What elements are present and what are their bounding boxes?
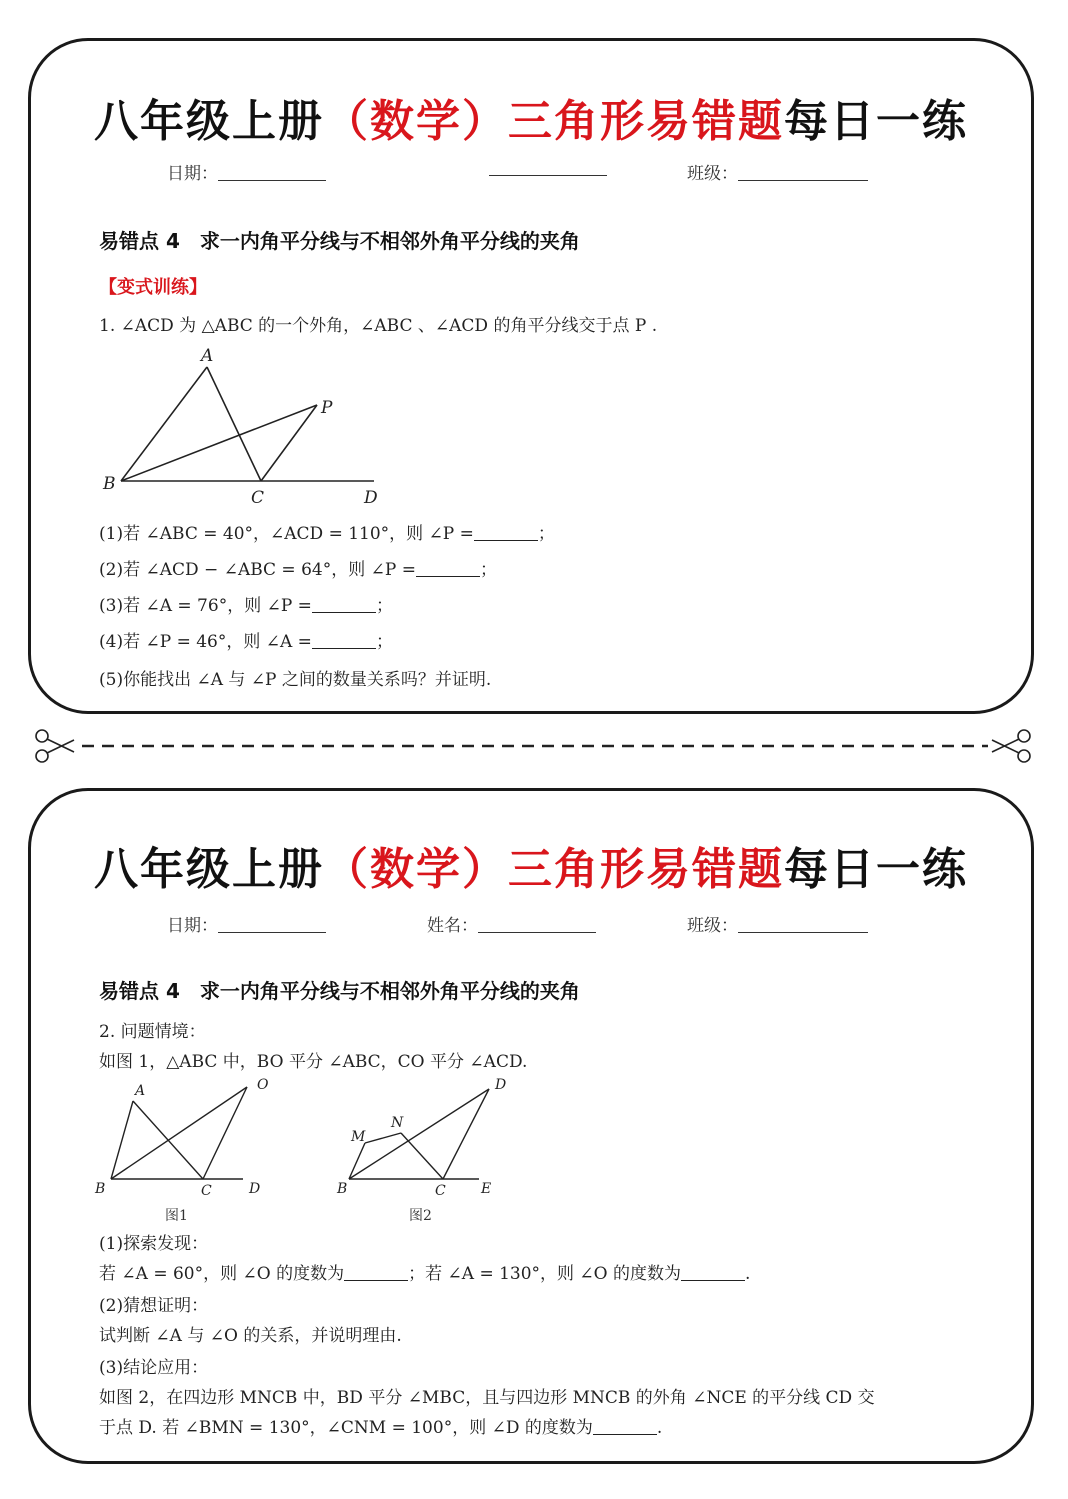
part-3-end: ； <box>375 596 393 616</box>
title-part-2: 每日一练 <box>784 844 968 895</box>
name-label: 姓名： <box>427 916 478 936</box>
scissors-icon <box>992 730 1030 762</box>
part-3-text: (3)若 ∠A = 76°，则 ∠P = <box>99 596 312 616</box>
cut-line <box>30 728 1038 764</box>
segment-NC <box>401 1133 443 1179</box>
label-A: A <box>135 1083 146 1099</box>
date-label: 日期： <box>167 916 218 936</box>
section-heading: 易错点 4 求一内角平分线与不相邻外角平分线的夹角 <box>99 229 580 253</box>
class-field[interactable] <box>687 911 868 936</box>
label-N: N <box>391 1115 404 1131</box>
class-label: 班级： <box>687 164 738 184</box>
name-field[interactable] <box>489 159 607 179</box>
class-blank[interactable] <box>738 180 868 181</box>
variant-training-tag: 【变式训练】 <box>99 277 207 298</box>
worksheet-title <box>31 85 1031 149</box>
part-3-text-line-1: 如图 2，在四边形 MNCB 中，BD 平分 ∠MBC，且与四边形 MNCB 的外角 ∠NCE 的平分线 CD 交 <box>99 1388 875 1408</box>
part-5 <box>99 665 491 690</box>
part-2-text: (2)若 ∠ACD − ∠ABC = 64°，则 ∠P = <box>99 560 416 580</box>
name-blank[interactable] <box>489 175 607 176</box>
name-field[interactable] <box>427 911 596 936</box>
title-part-1: 八年级上册 <box>94 96 324 147</box>
label-M: M <box>351 1129 366 1145</box>
part-1 <box>99 519 555 544</box>
part-2-heading: (2)猜想证明： <box>99 1296 209 1316</box>
figure-2-caption: 图2 <box>409 1208 432 1224</box>
worksheet-card-1 <box>28 38 1034 714</box>
part-1-text-a: 若 ∠A = 60°，则 ∠O 的度数为 <box>99 1264 345 1284</box>
label-B: B <box>95 1181 106 1195</box>
label-D: D <box>249 1181 261 1195</box>
label-C: C <box>201 1183 212 1195</box>
part-2 <box>99 555 497 580</box>
part-1-end: ； <box>537 524 555 544</box>
label-C: C <box>435 1183 446 1195</box>
part-3 <box>99 591 393 616</box>
name-blank[interactable] <box>478 932 596 933</box>
label-C: C <box>251 488 265 508</box>
part-3-end: . <box>656 1418 663 1438</box>
answer-blank[interactable] <box>312 612 376 613</box>
title-part-2: 每日一练 <box>784 96 968 147</box>
answer-blank[interactable] <box>312 648 376 649</box>
part-4 <box>99 627 393 652</box>
answer-blank[interactable] <box>474 540 538 541</box>
part-4-text: (4)若 ∠P = 46°，则 ∠A = <box>99 632 312 652</box>
worksheet-title <box>31 833 1031 897</box>
part-3-text-b: 于点 D. 若 ∠BMN = 130°，∠CNM = 100°，则 ∠D 的度数为 <box>99 1418 593 1438</box>
part-1-end: . <box>745 1264 751 1284</box>
part-5-text: (5)你能找出 ∠A 与 ∠P 之间的数量关系吗？并证明. <box>99 670 492 690</box>
scissors-icon <box>36 730 74 762</box>
date-label: 日期： <box>167 164 218 184</box>
label-P: P <box>321 398 333 418</box>
title-part-red: （数学）三角形易错题 <box>324 96 784 147</box>
question-2-stem: 如图 1，△ABC 中，BO 平分 ∠ABC，CO 平分 ∠ACD. <box>99 1052 528 1072</box>
part-3-heading: (3)结论应用： <box>99 1358 209 1378</box>
class-label: 班级： <box>687 916 738 936</box>
answer-blank[interactable] <box>593 1434 657 1435</box>
part-1-heading: (1)探索发现： <box>99 1234 209 1254</box>
segment-MN <box>365 1133 401 1143</box>
label-B: B <box>337 1181 348 1195</box>
segment-BO <box>111 1087 247 1179</box>
answer-blank[interactable] <box>344 1280 408 1281</box>
label-B: B <box>103 474 116 494</box>
label-O: O <box>257 1077 269 1093</box>
section-heading: 易错点 4 求一内角平分线与不相邻外角平分线的夹角 <box>99 979 580 1003</box>
label-D: D <box>495 1077 507 1093</box>
segment-AC <box>207 367 261 481</box>
part-4-end: ； <box>375 632 393 652</box>
part-1-text <box>99 1259 750 1284</box>
worksheet-card-2 <box>28 788 1034 1464</box>
class-field[interactable] <box>687 159 868 184</box>
label-E: E <box>481 1181 492 1195</box>
part-1-text-b: ；若 ∠A = 130°，则 ∠O 的度数为 <box>408 1264 682 1284</box>
label-D: D <box>364 488 378 508</box>
segment-BA <box>111 1101 133 1179</box>
title-part-1: 八年级上册 <box>94 844 324 895</box>
date-blank[interactable] <box>218 180 326 181</box>
date-field[interactable] <box>167 159 326 184</box>
segment-CO <box>203 1087 247 1179</box>
answer-blank[interactable] <box>416 576 480 577</box>
date-blank[interactable] <box>218 932 326 933</box>
segment-BD <box>349 1089 489 1179</box>
date-field[interactable] <box>167 911 326 936</box>
question-2-head: 2. 问题情境： <box>99 1022 206 1042</box>
part-1-text: (1)若 ∠ABC = 40°，∠ACD = 110°，则 ∠P = <box>99 524 474 544</box>
answer-blank[interactable] <box>681 1280 745 1281</box>
question-1-stem: 1. ∠ACD 为 △ABC 的一个外角，∠ABC 、∠ACD 的角平分线交于点 P . <box>99 316 658 336</box>
label-A: A <box>201 346 214 366</box>
part-3-text-line-2 <box>99 1413 662 1438</box>
triangle-figure <box>91 343 431 513</box>
title-part-red: （数学）三角形易错题 <box>324 844 784 895</box>
part-2-end: ； <box>479 560 497 580</box>
segment-CD <box>443 1089 489 1179</box>
figure-1-caption: 图1 <box>165 1208 188 1224</box>
class-blank[interactable] <box>738 932 868 933</box>
figure-2 <box>329 1075 529 1195</box>
part-2-text: 试判断 ∠A 与 ∠O 的关系，并说明理由. <box>99 1326 402 1346</box>
figure-1 <box>93 1075 303 1195</box>
